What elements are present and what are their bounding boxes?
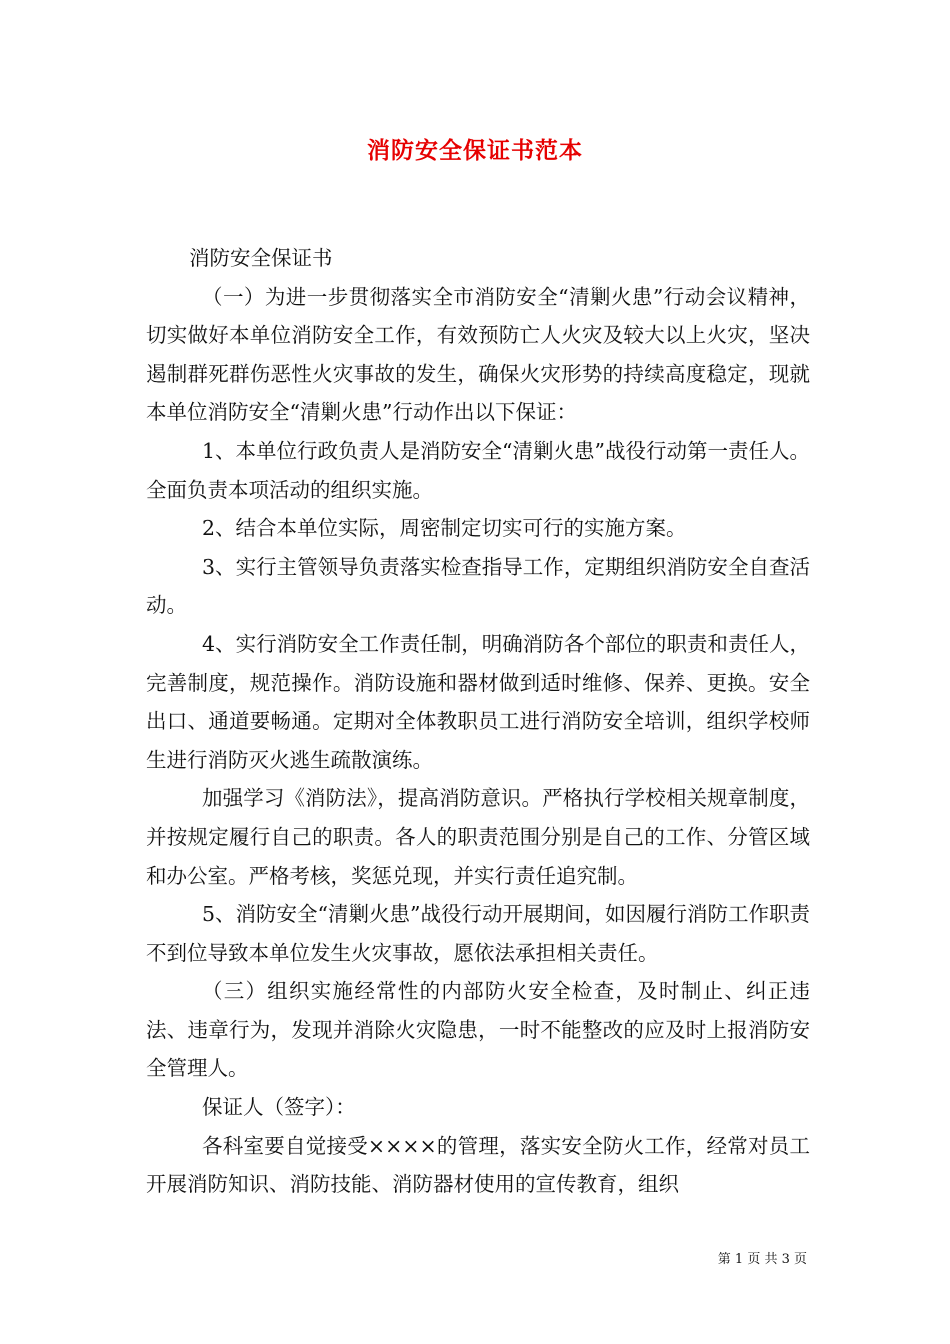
document-body — [146, 239, 810, 1204]
paragraph-signature: 保证人（签字）： — [202, 1095, 356, 1120]
paragraph-study: 加强学习《消防法》，提高消防意识。严格执行学校相关规章制度，并按规定履行自己的职责。各人的职责范围分别是自己的工作、分管区域和办公室。严格考核，奖惩兑现，并实行责任追究制。 — [146, 786, 810, 888]
paragraph-heading: 消防安全保证书 — [189, 246, 333, 270]
paragraph-item-2: 2、结合本单位实际，周密制定切实可行的实施方案。 — [202, 516, 687, 541]
paragraph-item-1: 1、本单位行政负责人是消防安全“清剿火患”战役行动第一责任人。全面负责本项活动的组织实施。 — [146, 438, 811, 502]
page-number: 第 1 页 共 3 页 — [717, 1252, 807, 1267]
paragraph-departments: 各科室要自觉接受××××的管理，落实安全防火工作，经常对员工开展消防知识、消防技能、消防器材使用的宣传教育，组织 — [146, 1133, 810, 1197]
paragraph-item-5: 5、消防安全“清剿火患”战役行动开展期间，如因履行消防工作职责不到位导致本单位发生火灾事故，愿依法承担相关责任。 — [146, 902, 811, 965]
paragraph-section-three: （三）组织实施经常性的内部防火安全检查，及时制止、纠正违法、违章行为，发现并消除火灾隐患，一时不能整改的应及时上报消防安全管理人。 — [146, 979, 810, 1081]
paragraph-item-4: 4、实行消防安全工作责任制，明确消防各个部位的职责和责任人，完善制度，规范操作。消防设施和器材做到适时维修、保养、更换。安全出口、通道要畅通。定期对全体教职员工进行消防安全培训，组织学校师生进行消防灭火逃生疏散演练。 — [146, 631, 810, 772]
paragraph-section-one: （一）为进一步贯彻落实全市消防安全“清剿火患”行动会议精神，切实做好本单位消防安全工作，有效预防亡人火灾及较大以上火灾，坚决遏制群死群伤恶性火灾事故的发生，确保火灾形势的持续高度稳定，现就本单位消防安全“清剿火患”行动作出以下保证： — [146, 284, 810, 425]
document-title: 消防安全保证书范本 — [367, 137, 583, 164]
paragraph-item-3: 3、实行主管领导负责落实检查指导工作，定期组织消防安全自查活动。 — [146, 554, 810, 618]
